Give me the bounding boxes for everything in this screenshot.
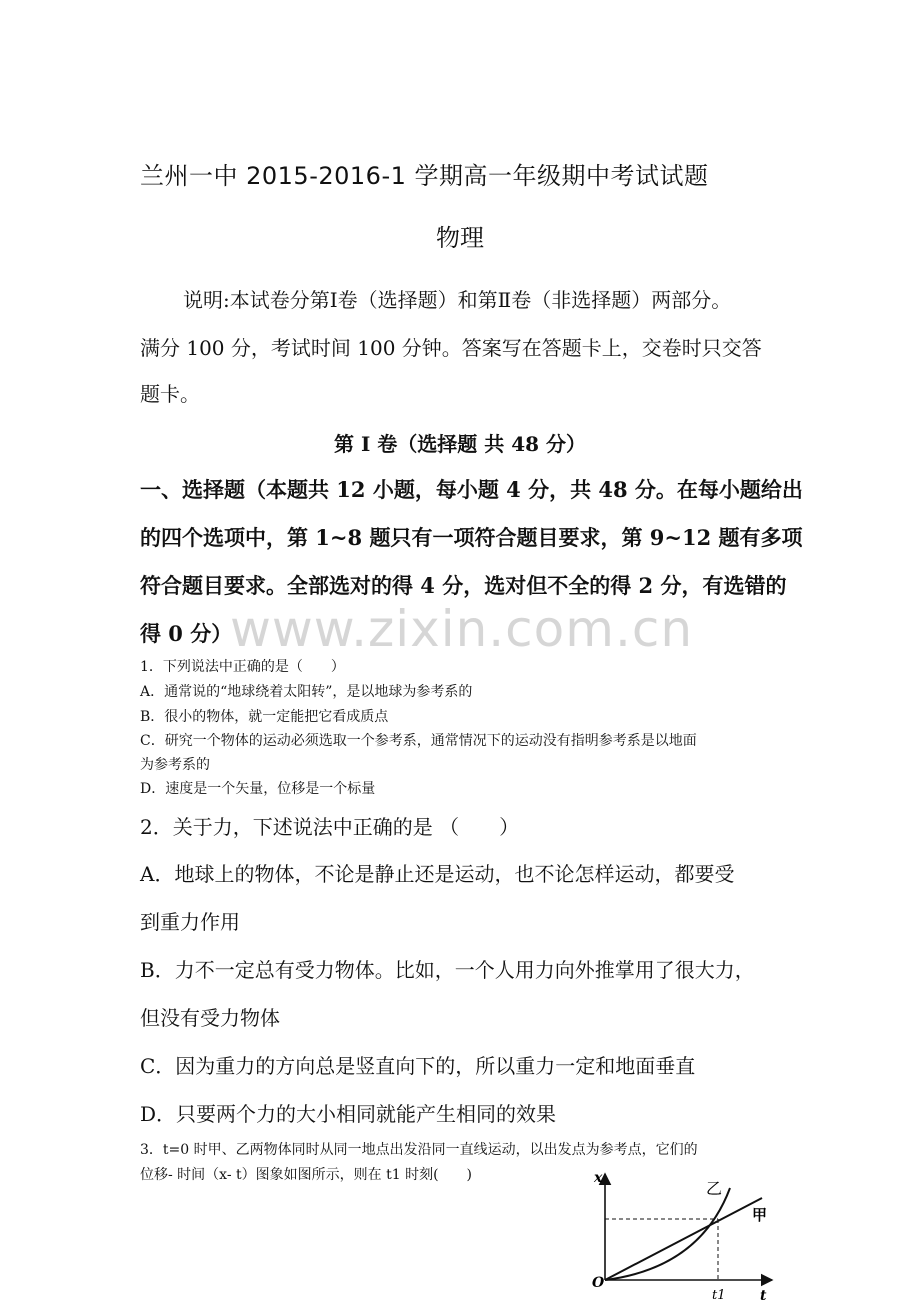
q1-option-d: D．速度是一个矢量，位移是一个标量 bbox=[140, 781, 376, 797]
section-1-line-3: 符合题目要求。全部选对的得 4 分，选对但不全的得 2 分，有选错的 bbox=[140, 573, 787, 598]
q2-option-b-line-2: 但没有受力物体 bbox=[140, 1006, 280, 1030]
q2-option-c: C．因为重力的方向总是竖直向下的，所以重力一定和地面垂直 bbox=[140, 1054, 696, 1078]
q2-option-a-line-1: A．地球上的物体，不论是静止还是运动，也不论怎样运动，都要受 bbox=[140, 862, 735, 886]
q1-option-b: B．很小的物体，就一定能把它看成质点 bbox=[140, 709, 389, 725]
q2-option-d: D．只要两个力的大小相同就能产生相同的效果 bbox=[140, 1102, 557, 1126]
q3-stem-line-2: 位移- 时间（x- t）图象如图所示，则在 t1 时刻( ) bbox=[140, 1167, 472, 1183]
section-1-line-1: 一、选择题（本题共 12 小题，每小题 4 分，共 48 分。在每小题给出 bbox=[140, 477, 803, 502]
y-axis-label: x bbox=[594, 1170, 603, 1186]
section-1-line-4: 得 0 分） bbox=[140, 621, 233, 646]
jia-label: 甲 bbox=[752, 1206, 768, 1224]
q1-stem: 1．下列说法中正确的是（ ） bbox=[140, 659, 345, 675]
xt-graph bbox=[580, 1160, 790, 1302]
q2-option-b-line-1: B．力不一定总有受力物体。比如，一个人用力向外推掌用了很大力， bbox=[140, 958, 755, 982]
q1-option-a: A．通常说的“地球绕着太阳转”，是以地球为参考系的 bbox=[140, 684, 473, 700]
q1-option-c-line-2: 为参考系的 bbox=[140, 757, 210, 773]
intro-line-2: 满分 100 分，考试时间 100 分钟。答案写在答题卡上，交卷时只交答 bbox=[140, 336, 762, 360]
part-1-heading: 第 I 卷（选择题 共 48 分） bbox=[333, 432, 586, 456]
yi-label: 乙 bbox=[706, 1179, 723, 1198]
origin-label: O bbox=[592, 1275, 605, 1291]
series-yi-curve bbox=[605, 1188, 730, 1280]
t1-tick-label: t1 bbox=[712, 1288, 726, 1302]
q2-option-a-line-2: 到重力作用 bbox=[140, 910, 240, 934]
watermark: www.zixin.com.cn bbox=[230, 600, 694, 658]
subject-title: 物理 bbox=[436, 224, 484, 252]
q3-stem-line-1: 3．t=0 时甲、乙两物体同时从同一地点出发沿同一直线运动，以出发点为参考点，它们的 bbox=[140, 1142, 698, 1158]
intro-line-1: 说明:本试卷分第Ⅰ卷（选择题）和第Ⅱ卷（非选择题）两部分。 bbox=[183, 288, 732, 312]
intro-line-3: 题卡。 bbox=[140, 382, 200, 406]
q2-stem: 2．关于力，下述说法中正确的是 （ ） bbox=[140, 815, 520, 839]
series-jia-line bbox=[605, 1198, 762, 1280]
exam-title: 兰州一中 2015-2016-1 学期高一年级期中考试试题 bbox=[140, 162, 709, 190]
section-1-line-2: 的四个选项中，第 1~8 题只有一项符合题目要求，第 9~12 题有多项 bbox=[140, 525, 803, 550]
x-axis-label: t bbox=[760, 1288, 767, 1302]
q1-option-c-line-1: C．研究一个物体的运动必须选取一个参考系，通常情况下的运动没有指明参考系是以地面 bbox=[140, 733, 697, 749]
